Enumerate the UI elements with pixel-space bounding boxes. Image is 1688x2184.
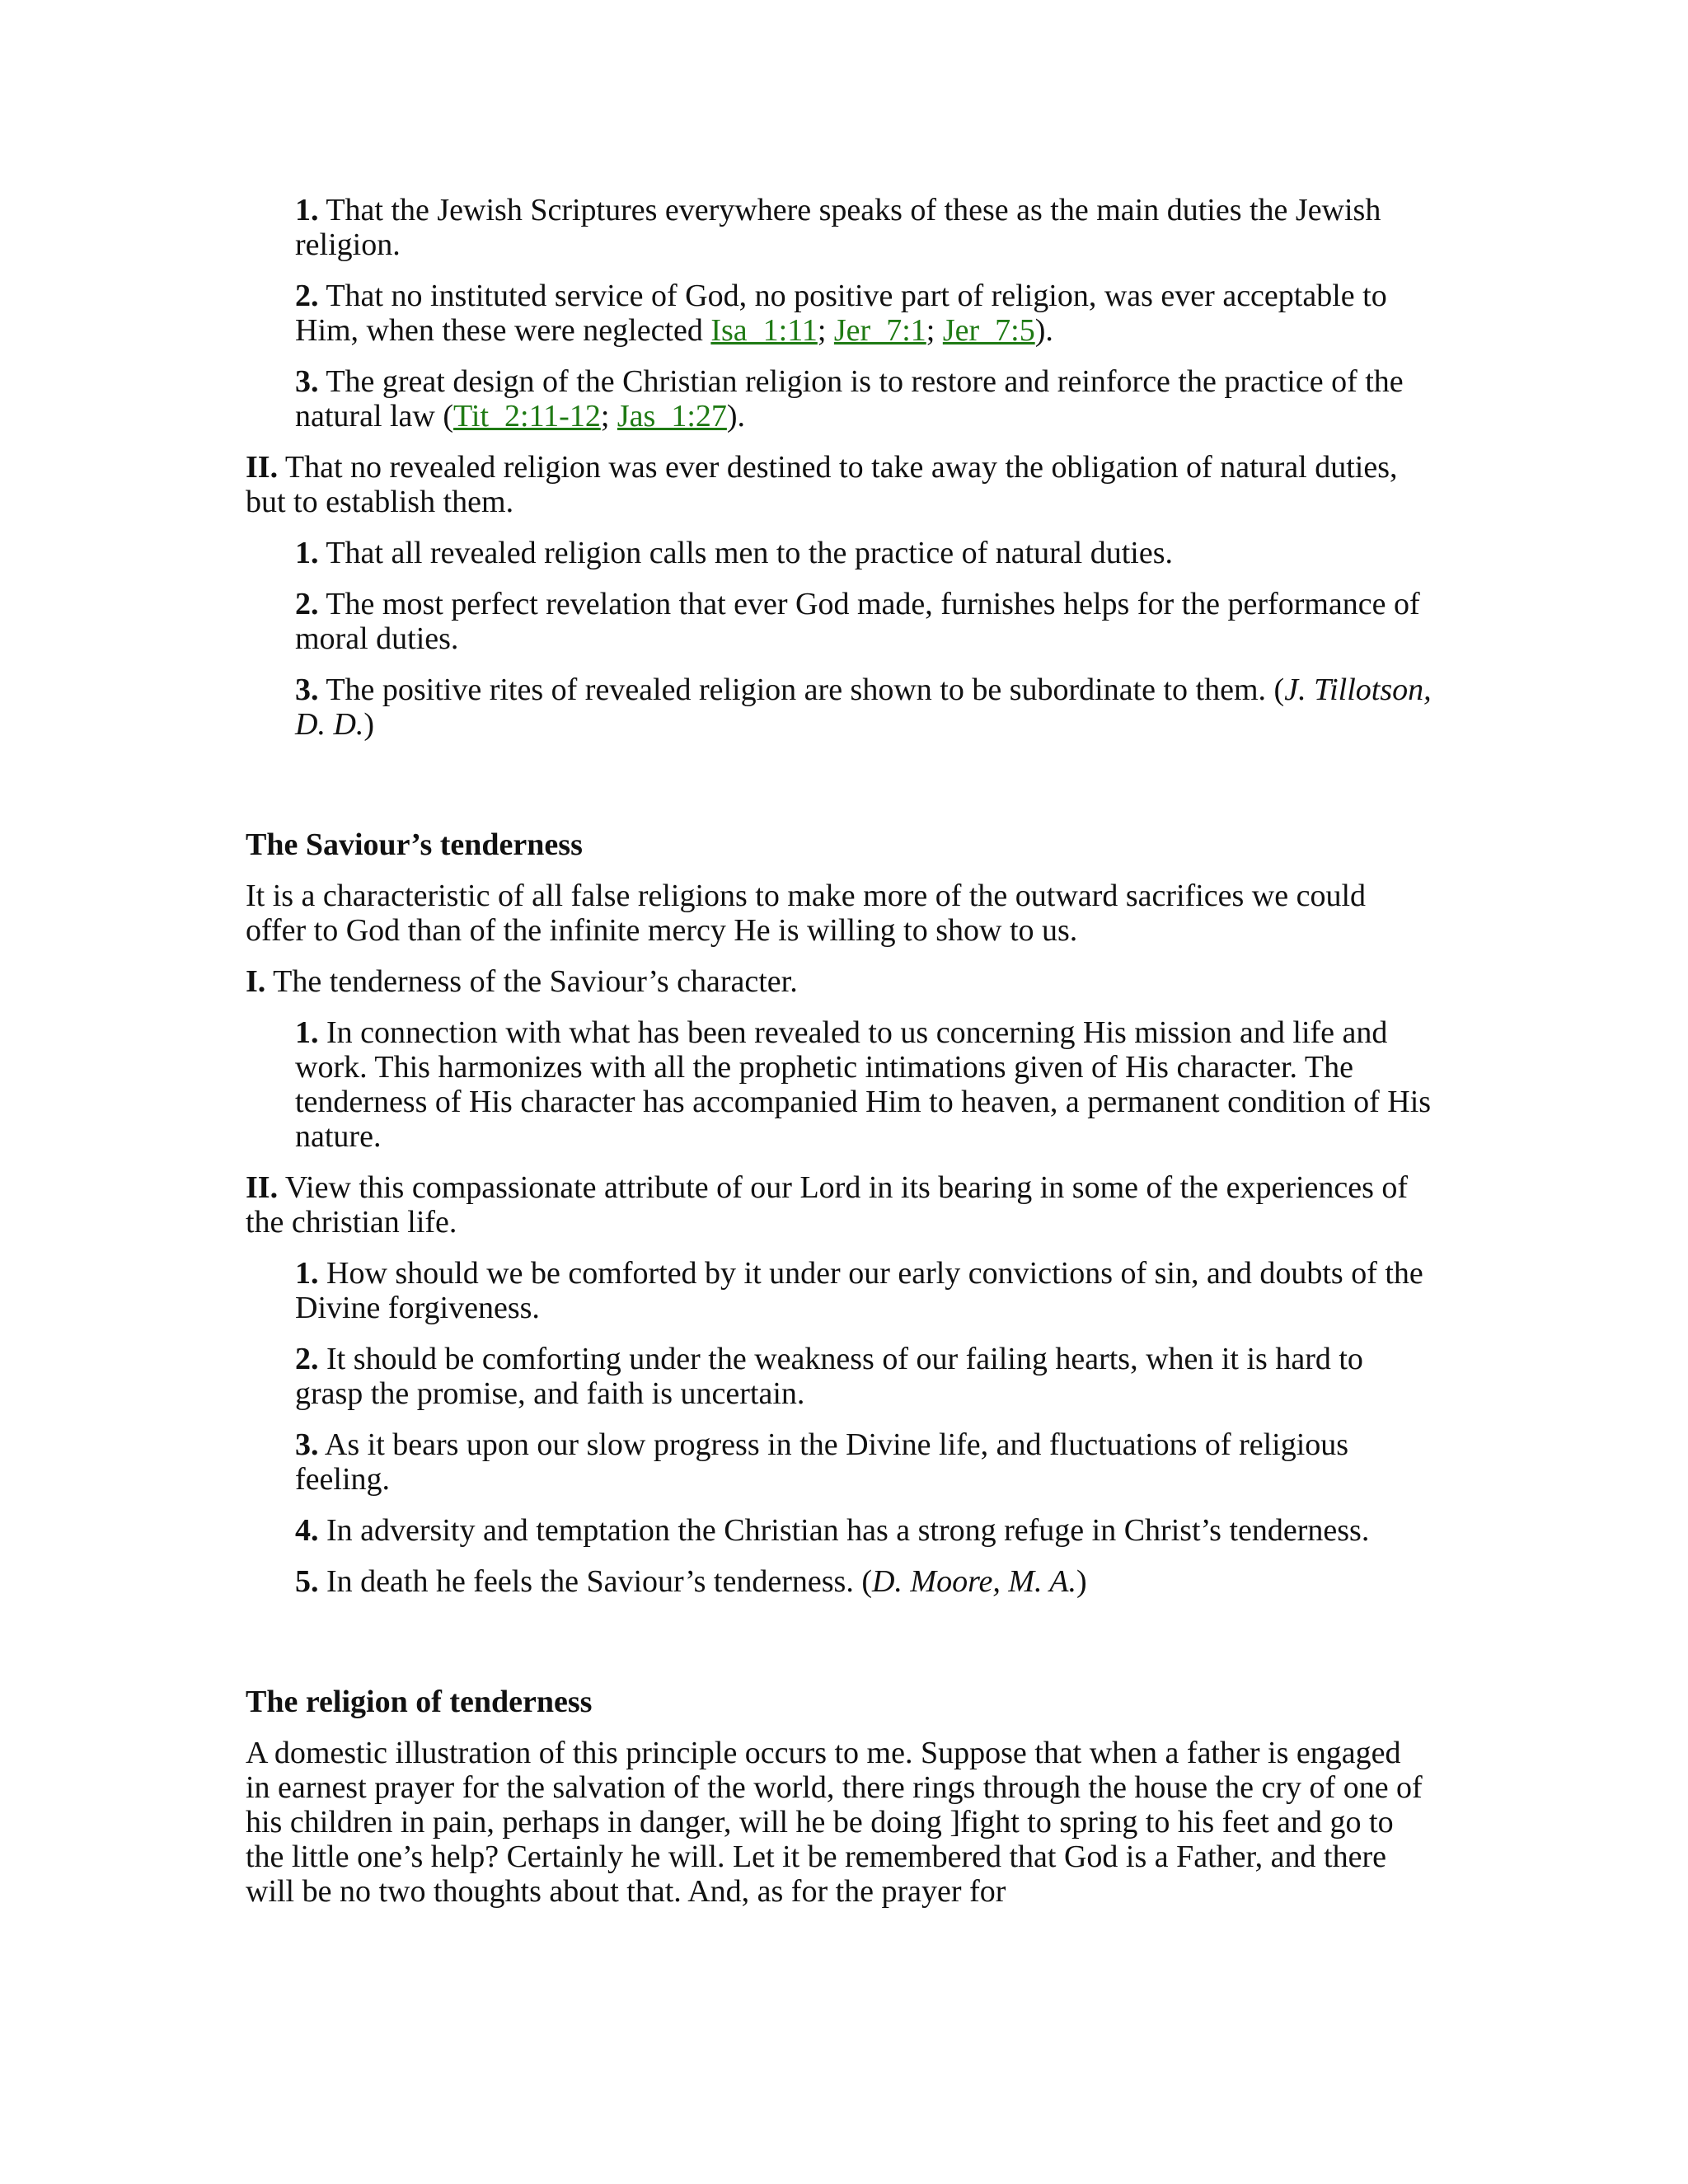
author-citation: J. Tillotson, D. D. [295,673,1432,742]
item-text: That all revealed religion calls men to the practice of natural duties. [318,536,1174,570]
closing-punctuation: ) [363,707,375,742]
section-spacer [246,758,1432,827]
item-number: II. [246,450,279,485]
item-number: 1. [295,1256,319,1291]
item-text: How should we be comforted by it under our early convictions of sin, and doubts of the Divine forgiveness. [295,1256,1423,1325]
paragraph [295,1427,1432,1497]
closing-punctuation: ). [726,399,746,434]
section-heading: The religion of tenderness [246,1685,593,1719]
paragraph: A domestic illustration of this principle occurs to me. Suppose that when a father is engaged in earnest prayer for the salvation of the world, there rings through the house the cry of one of his children in pain, perhaps in danger, will he be doing ]fight to spring to his feet and go to the little one’s help? Certainly he will. Let it be remembered that God is a Father, and there will be no two thoughts about that. And, as for the prayer for [246,1736,1423,1909]
paragraph [246,964,1432,999]
item-number: 3. [295,673,319,707]
item-text: That no instituted service of God, no positive part of religion, was ever acceptable to Him, when these were neglected [295,279,1387,348]
item-text: That no revealed religion was ever destined to take away the obligation of natural duties, but to establish them. [246,450,1398,519]
section-spacer [246,1615,1432,1685]
scripture-link-jer-7-5[interactable]: Jer_7:5 [942,313,1035,348]
paragraph [246,1170,1432,1240]
scripture-link-jas-1-27[interactable]: Jas_1:27 [617,399,727,434]
item-text: As it bears upon our slow progress in the Divine life, and fluctuations of religious feeling. [295,1427,1349,1497]
paragraph [295,673,1432,742]
item-number: 3. [295,1427,319,1462]
scripture-link-jer-7-1[interactable]: Jer_7:1 [833,313,926,348]
paragraph [295,536,1432,570]
separator: ; [600,399,617,434]
item-text: The tenderness of the Saviour’s character. [265,964,798,999]
item-number: 2. [295,1342,319,1376]
item-number: 3. [295,364,319,399]
paragraph [295,1015,1432,1154]
separator: ; [926,313,943,348]
item-text: The great design of the Christian religion is to restore and reinforce the practice of the natural law ( [295,364,1404,434]
paragraph [295,279,1432,348]
item-text: It should be comforting under the weakness of our failing hearts, when it is hard to grasp the promise, and faith is uncertain. [295,1342,1363,1411]
paragraph [295,1564,1432,1599]
scripture-link-tit-2-11-12[interactable]: Tit_2:11-12 [453,399,601,434]
item-number: 1. [295,536,319,570]
item-number: 5. [295,1564,319,1599]
item-text: The positive rites of revealed religion are shown to be subordinate to them. ( [318,673,1285,707]
document-page [246,193,1432,1925]
item-number: II. [246,1170,279,1205]
paragraph [295,193,1432,262]
paragraph [295,1513,1432,1548]
item-text: View this compassionate attribute of our Lord in its bearing in some of the experiences of the christian life. [246,1170,1409,1240]
closing-punctuation: ). [1034,313,1053,348]
item-text: The most perfect revelation that ever God made, furnishes helps for the performance of moral duties. [295,587,1420,656]
author-citation: D. Moore, M. A. [871,1564,1077,1599]
closing-punctuation: ) [1076,1564,1087,1599]
section-heading: The Saviour’s tenderness [246,827,583,862]
item-text: In death he feels the Saviour’s tenderness. ( [318,1564,872,1599]
paragraph [295,587,1432,656]
item-number: I. [246,964,266,999]
item-text: That the Jewish Scriptures everywhere speaks of these as the main duties the Jewish religion. [295,193,1381,262]
scripture-link-isa-1-11[interactable]: Isa_1:11 [710,313,818,348]
item-text: In connection with what has been revealed to us concerning His mission and life and work. This harmonizes with all the prophetic intimations given of His character. The tenderness of His character has accompanied Him to heaven, a permanent condition of His nature. [295,1015,1432,1154]
item-number: 1. [295,193,319,227]
paragraph [295,1256,1432,1325]
paragraph [246,450,1432,519]
paragraph: It is a characteristic of all false religions to make more of the outward sacrifices we could offer to God than of the infinite mercy He is willing to show to us. [246,879,1367,948]
item-text: In adversity and temptation the Christian has a strong refuge in Christ’s tenderness. [318,1513,1370,1548]
item-number: 4. [295,1513,319,1548]
paragraph [295,364,1432,434]
item-number: 2. [295,279,319,313]
item-number: 1. [295,1015,319,1050]
separator: ; [817,313,834,348]
item-number: 2. [295,587,319,621]
paragraph [295,1342,1432,1411]
